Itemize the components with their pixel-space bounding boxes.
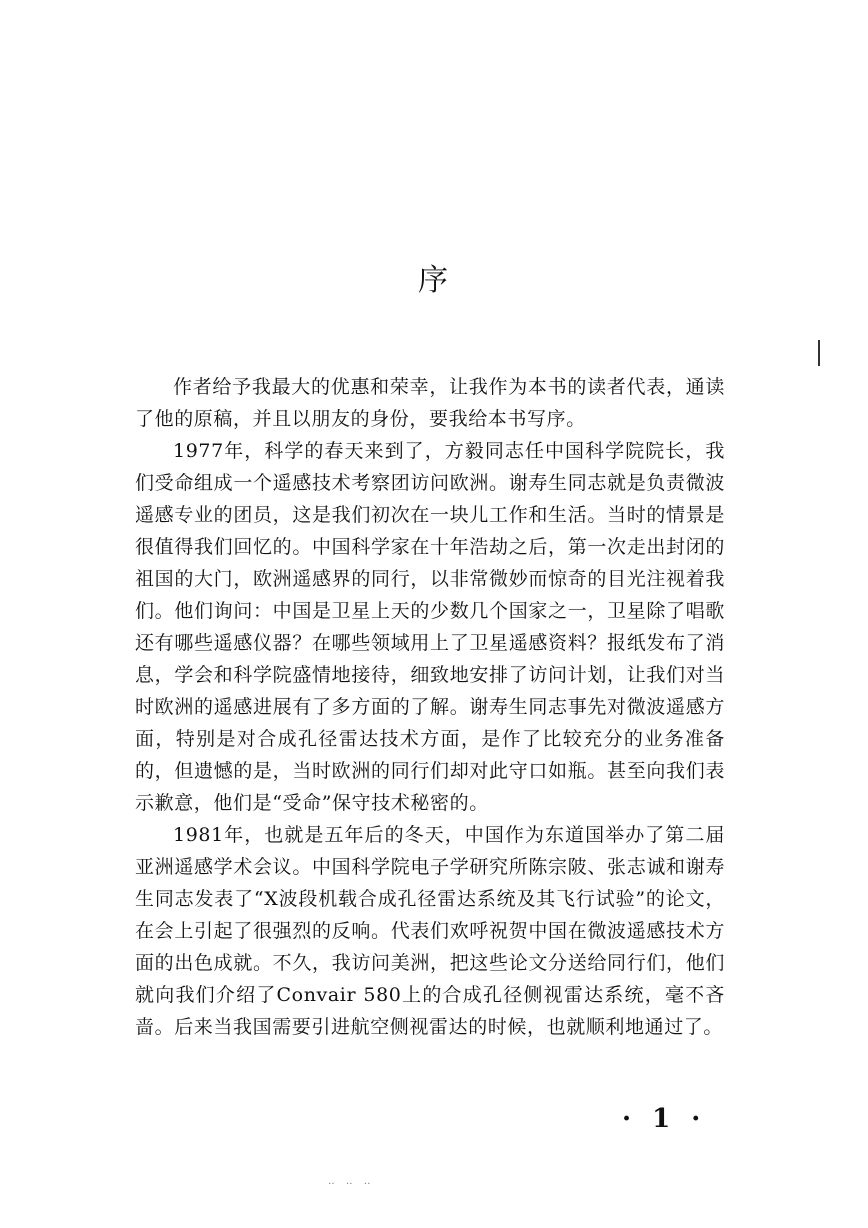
paragraph-1: 作者给予我最大的优惠和荣幸，让我作为本书的读者代表，通读了他的原稿，并且以朋友的身份，要我给本书写序。 xyxy=(135,376,725,430)
page-title: 序 xyxy=(418,263,450,298)
edge-mark xyxy=(818,340,820,366)
page-number: · 1 · xyxy=(622,1104,707,1134)
body-text xyxy=(135,371,725,1043)
paragraph-3: 1981年，也就是五年后的冬天，中国作为东道国举办了第二届亚洲遥感学术会议。中国科学院电子学研究所陈宗陂、张志诚和谢寿生同志发表了“X波段机载合成孔径雷达系统及其飞行试验”的论文，在会上引起了很强烈的反响。代表们欢呼祝贺中国在微波遥感技术方面的出色成就。不久，我访问美洲，把这些论文分送给同行们，他们就向我们介绍了Convair 580上的合成孔径侧视雷达系统，毫不吝啬。后来当我国需要引进航空侧视雷达的时候，也就顺利地通过了。 xyxy=(135,824,725,1038)
paragraph-2: 1977年，科学的春天来到了，方毅同志任中国科学院院长，我们受命组成一个遥感技术考察团访问欧洲。谢寿生同志就是负责微波遥感专业的团员，这是我们初次在一块儿工作和生活。当时的情景是很值得我们回忆的。中国科学家在十年浩劫之后，第一次走出封闭的祖国的大门，欧洲遥感界的同行，以非常微妙而惊奇的目光注视着我们。他们询问：中国是卫星上天的少数几个国家之一，卫星除了唱歌还有哪些遥感仪器？在哪些领域用上了卫星遥感资料？报纸发布了消息，学会和科学院盛情地接待，细致地安排了访问计划，让我们对当时欧洲的遥感进展有了多方面的了解。谢寿生同志事先对微波遥感方面，特别是对合成孔径雷达技术方面，是作了比较充分的业务准备的，但遗憾的是，当时欧洲的同行们却对此守口如瓶。甚至向我们表示歉意，他们是“受命”保守技术秘密的。 xyxy=(135,440,725,814)
scan-artifact: ‥ ‥ ‥ xyxy=(328,1176,375,1187)
